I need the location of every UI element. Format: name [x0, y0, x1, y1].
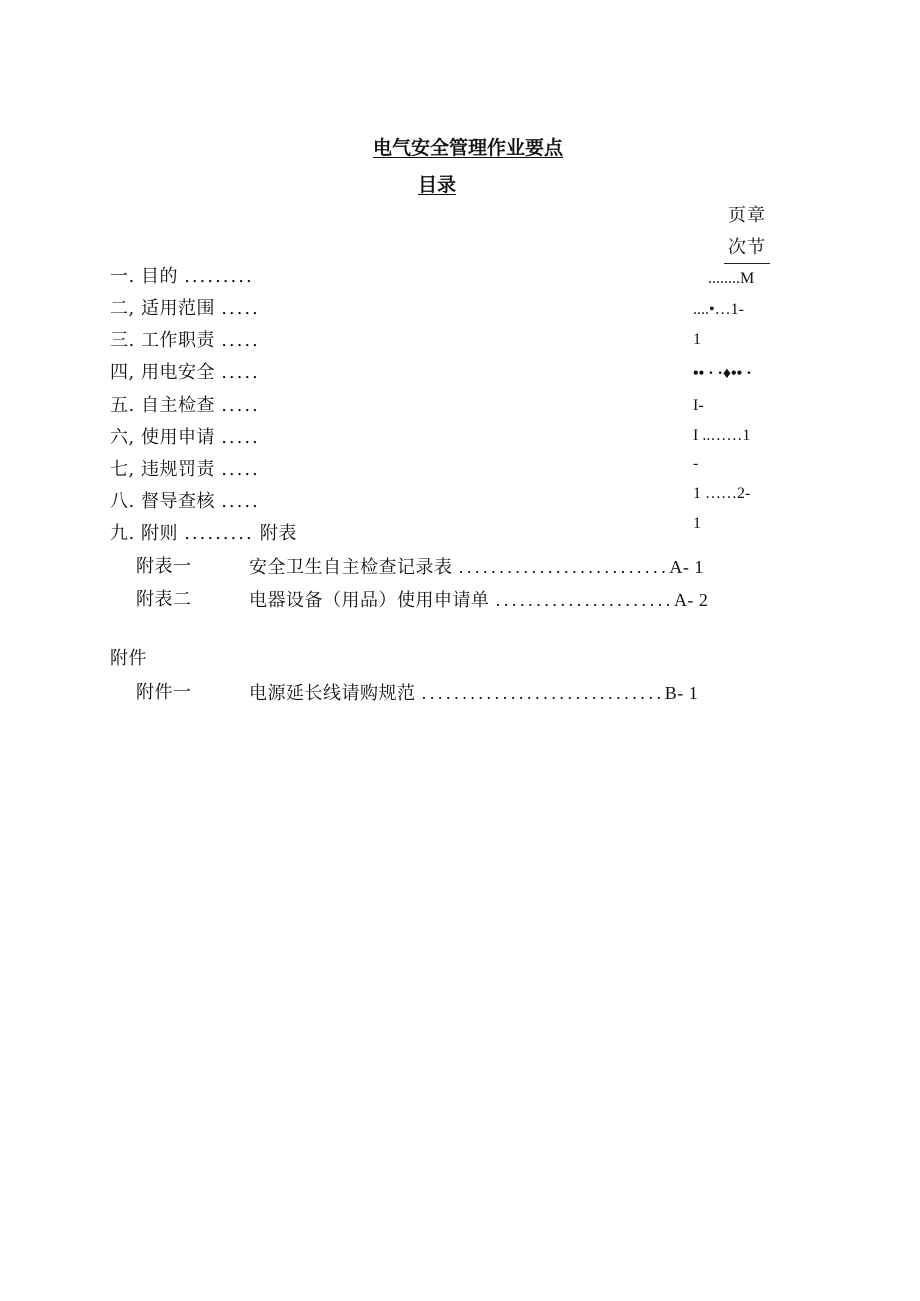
toc-item-dots: .....: [221, 395, 260, 416]
document-title: 电气安全管理作业要点: [373, 137, 564, 159]
toc-item-label: 一. 目的: [110, 266, 178, 287]
toc-item-dots: .....: [221, 427, 260, 448]
toc-item-suffix: 附表: [259, 523, 297, 544]
page-ref: ........M: [708, 270, 755, 287]
page-ref: I ..……1: [693, 427, 751, 444]
appendix-table-entry: [249, 558, 704, 577]
toc-item: [110, 429, 260, 447]
attachment-code: B- 1: [664, 683, 699, 703]
attachment-title: 电源延长线请购规范: [249, 683, 416, 704]
toc-item-dots: .....: [221, 330, 260, 351]
toc-item: [110, 364, 260, 382]
toc-item: [110, 300, 260, 318]
toc-item: [110, 525, 297, 543]
toc-heading: 目录: [418, 174, 457, 196]
attachment-label: 附件一: [136, 682, 192, 703]
toc-item-label: 七, 违规罚责: [110, 459, 215, 480]
appendix-table-entry: [249, 591, 708, 610]
page-ref: 1: [693, 515, 701, 532]
page-column-header-line1: 页章: [728, 205, 766, 226]
appendix-table-code: A- 1: [669, 557, 704, 577]
toc-item-label: 二, 适用范围: [110, 298, 215, 319]
attachment-leader: ..............................: [421, 683, 665, 703]
appendix-table-label: 附表一: [136, 556, 192, 577]
toc-item-dots: .....: [221, 491, 260, 512]
toc-item-dots: .....: [221, 459, 260, 480]
header-divider: [724, 263, 770, 264]
appendix-table-title: 安全卫生自主检查记录表: [249, 557, 453, 578]
toc-item-label: 九. 附则: [110, 523, 178, 544]
appendix-table-code: A- 2: [673, 590, 709, 610]
appendix-table-label: 附表二: [136, 589, 192, 610]
appendix-table-leader: ..........................: [458, 557, 670, 577]
page-ref: 1: [693, 331, 701, 348]
toc-item: [110, 332, 260, 350]
toc-item-dots: .........: [184, 266, 254, 287]
page-column-header-line2: 次节: [728, 237, 766, 258]
appendix-table-leader: ......................: [495, 590, 674, 610]
toc-item-dots: .....: [221, 298, 260, 319]
attachment-entry: [249, 684, 698, 703]
toc-item: [110, 461, 260, 479]
toc-item: [110, 493, 260, 511]
toc-item-dots: .........: [184, 523, 254, 544]
toc-item-label: 三. 工作职责: [110, 330, 215, 351]
toc-item-dots: .....: [221, 362, 260, 383]
page-ref: -: [693, 455, 699, 472]
toc-item-label: 五. 自主检查: [110, 395, 215, 416]
appendix-table-title: 电器设备（用品）使用申请单: [249, 590, 490, 611]
toc-item-label: 四, 用电安全: [110, 362, 215, 383]
toc-item-label: 六, 使用申请: [110, 427, 215, 448]
toc-item-label: 八. 督导查核: [110, 491, 215, 512]
page-ref: I-: [693, 397, 704, 414]
toc-item: [110, 268, 254, 286]
page-ref: •• · ·♦•• ·: [693, 365, 752, 382]
page-ref: ....•…1-: [693, 301, 744, 318]
attachments-heading: 附件: [110, 648, 147, 669]
toc-item: [110, 397, 260, 415]
page-ref: 1 ……2-: [693, 485, 751, 502]
